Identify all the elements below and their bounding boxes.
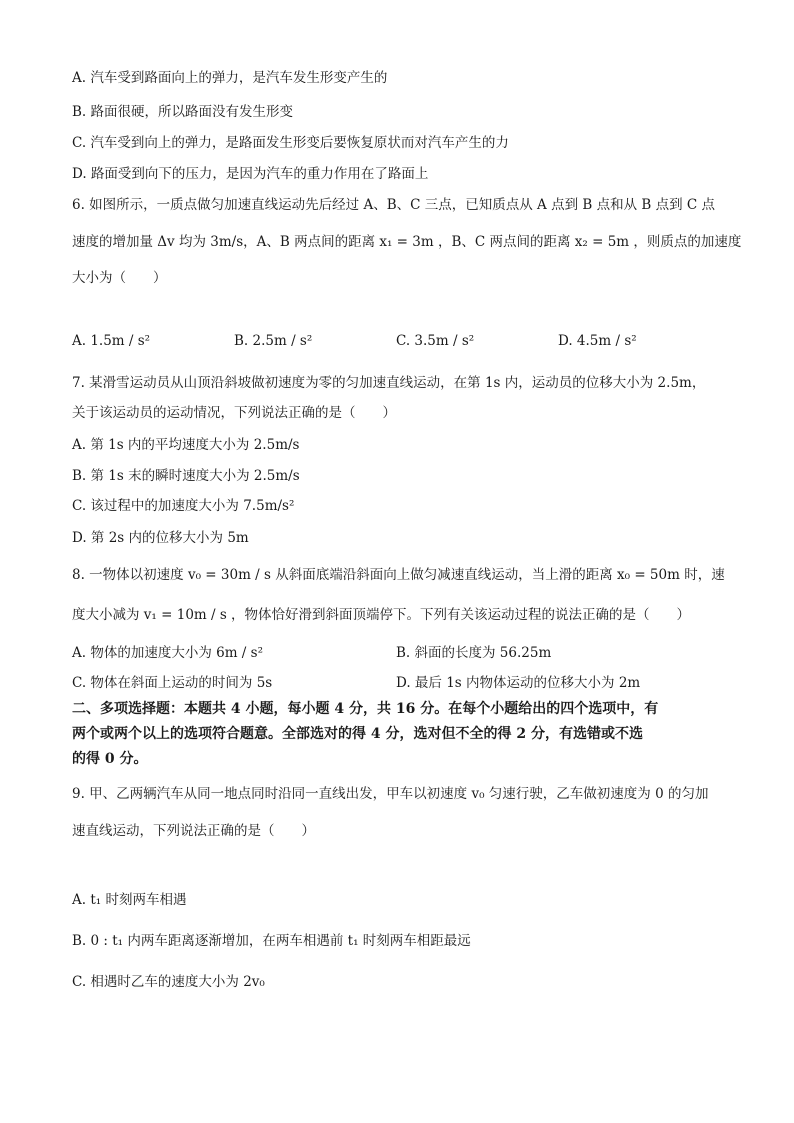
q9-stem-line2: 速直线运动，下列说法正确的是（ ）: [72, 823, 315, 839]
section2-header-line2: 两个或两个以上的选项符合题意。全部选对的得 4 分，选对但不全的得 2 分，有选错或不选: [72, 726, 643, 742]
q6-stem-line2: 速度的增加量 Δv 均为 3m/s，A、B 两点间的距离 x₁ = 3m ，B、C 两点间的距离 x₂ = 5m ，则质点的加速度: [72, 234, 742, 250]
q5-option-b: B. 路面很硬，所以路面没有发生形变: [72, 104, 294, 120]
q7-option-c: C. 该过程中的加速度大小为 7.5m/s²: [72, 498, 295, 514]
q9-option-a: A. t₁ 时刻两车相遇: [72, 892, 187, 908]
q8-options-row2: [72, 671, 732, 691]
q6-option-d: D. 4.5m / s²: [558, 333, 637, 349]
q6-option-b: B. 2.5m / s²: [234, 333, 313, 349]
q6-option-a: A. 1.5m / s²: [72, 333, 151, 349]
q8-option-c: C. 物体在斜面上运动的时间为 5s: [72, 675, 273, 691]
q6-stem-line3: 大小为（ ）: [72, 270, 167, 286]
q9-stem-line1: 9. 甲、乙两辆汽车从同一地点同时沿同一直线出发，甲车以初速度 v₀ 匀速行驶，乙车做初速度为 0 的匀加: [72, 786, 709, 802]
q5-option-c: C. 汽车受到向上的弹力，是路面发生形变后要恢复原状而对汽车产生的力: [72, 135, 509, 151]
q7-stem-line1: 7. 某滑雪运动员从山顶沿斜坡做初速度为零的匀加速直线运动，在第 1s 内，运动员的位移大小为 2.5m，: [72, 375, 706, 391]
q5-option-d: D. 路面受到向下的压力，是因为汽车的重力作用在了路面上: [72, 166, 429, 182]
q8-option-d: D. 最后 1s 内物体运动的位移大小为 2m: [396, 675, 641, 691]
q7-stem-line2: 关于该运动员的运动情况，下列说法正确的是（ ）: [72, 405, 396, 421]
q6-option-c: C. 3.5m / s²: [396, 333, 475, 349]
q6-options: [72, 333, 732, 349]
q5-option-a: A. 汽车受到路面向上的弹力，是汽车发生形变产生的: [72, 70, 388, 86]
q8-option-a: A. 物体的加速度大小为 6m / s²: [72, 645, 263, 661]
q6-stem-line1: 6. 如图所示，一质点做匀加速直线运动先后经过 A、B、C 三点，已知质点从 A 点到 B 点和从 B 点到 C 点: [72, 197, 716, 213]
section2-header-line1: 二、多项选择题：本题共 4 小题，每小题 4 分，共 16 分。在每个小题给出的四个选项中，有: [72, 701, 659, 717]
section2-header-line3: 的得 0 分。: [72, 751, 148, 767]
q8-option-b: B. 斜面的长度为 56.25m: [396, 645, 552, 661]
q7-option-b: B. 第 1s 末的瞬时速度大小为 2.5m/s: [72, 468, 300, 484]
q9-option-c: C. 相遇时乙车的速度大小为 2v₀: [72, 974, 265, 990]
q7-option-a: A. 第 1s 内的平均速度大小为 2.5m/s: [72, 437, 300, 453]
q7-option-d: D. 第 2s 内的位移大小为 5m: [72, 530, 249, 546]
q9-option-b: B. 0 : t₁ 内两车距离逐渐增加，在两车相遇前 t₁ 时刻两车相距最远: [72, 933, 471, 949]
q8-stem-line2: 度大小减为 v₁ = 10m / s ，物体恰好滑到斜面顶端停下。下列有关该运动过程的说法正确的是（ ）: [72, 607, 691, 623]
q8-stem-line1: 8. 一物体以初速度 v₀ = 30m / s 从斜面底端沿斜面向上做匀减速直线运动，当上滑的距离 x₀ = 50m 时，速: [72, 567, 725, 583]
q8-options-row1: [72, 641, 732, 661]
